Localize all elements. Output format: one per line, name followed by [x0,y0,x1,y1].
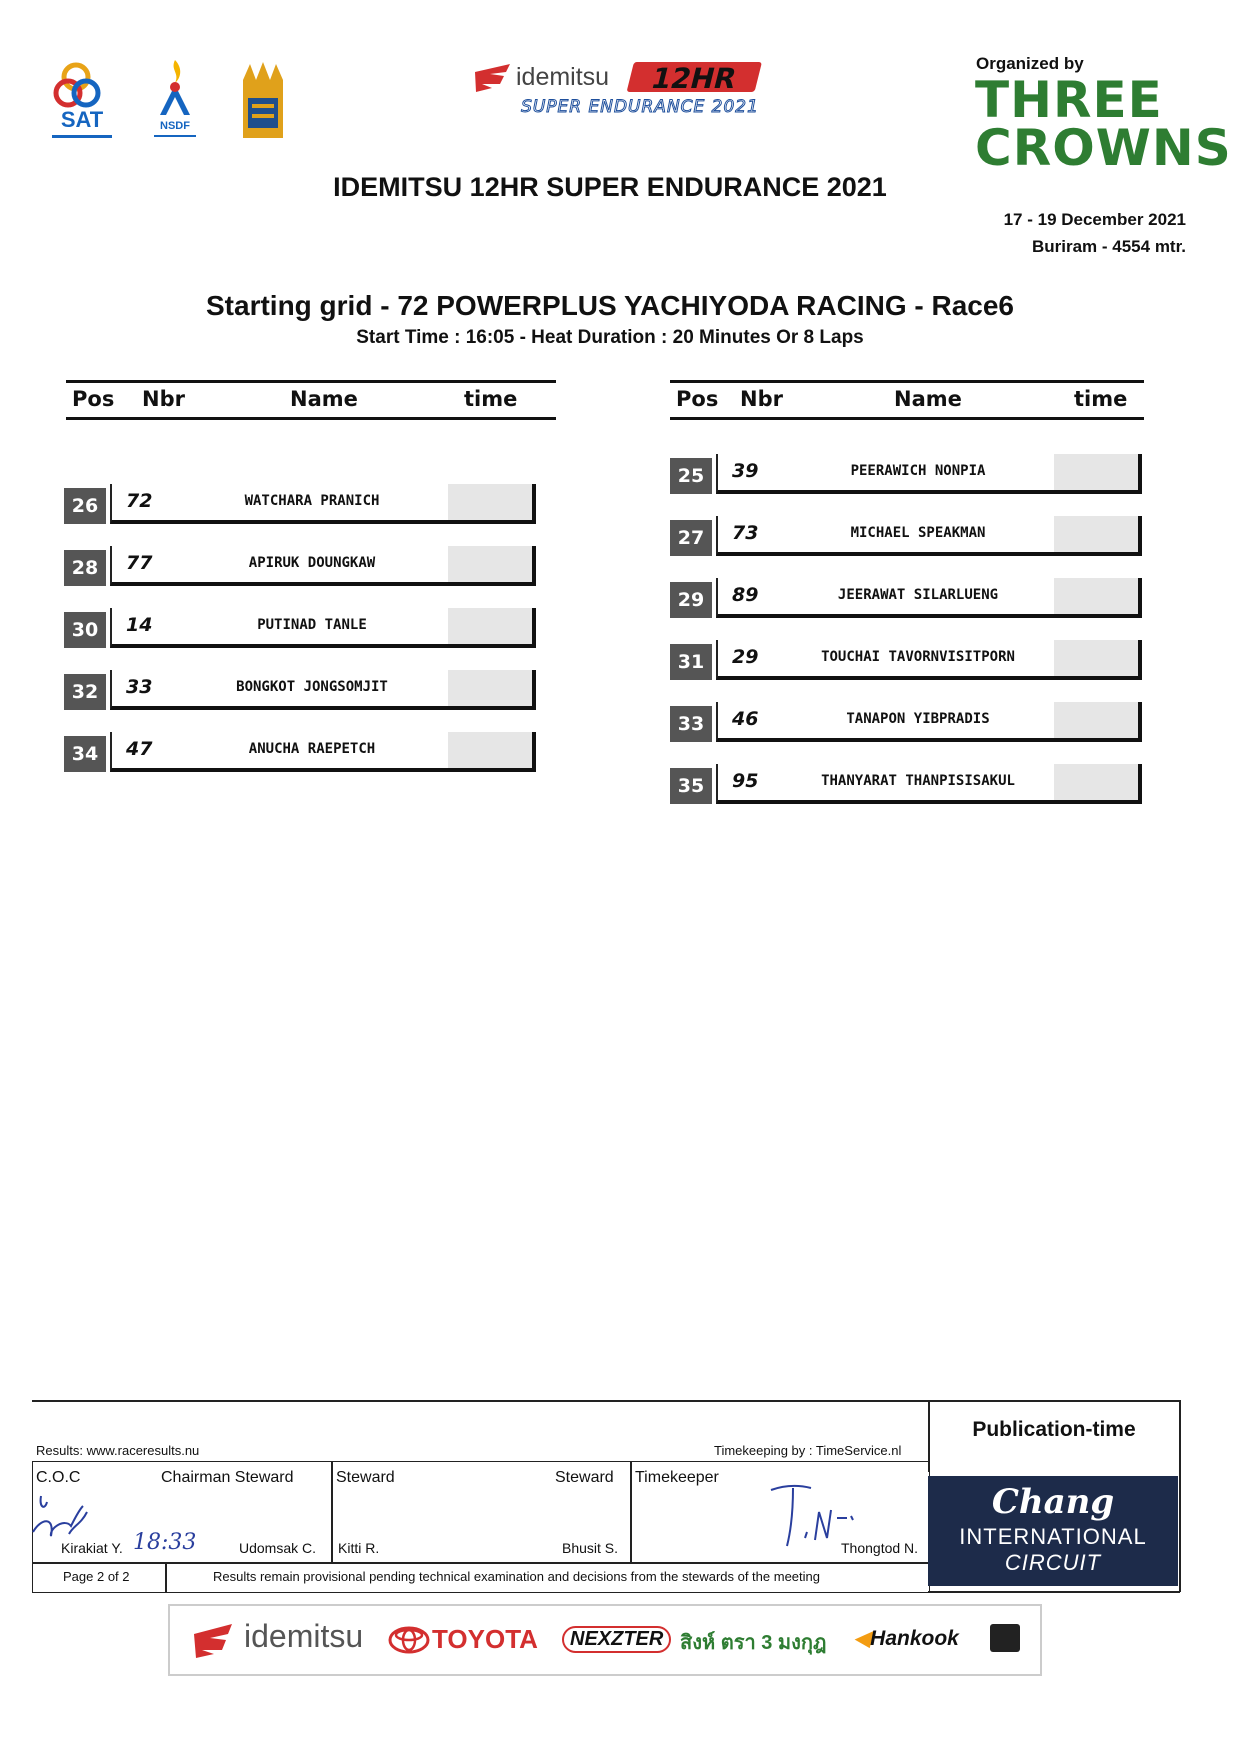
grid-position: 26 [64,488,106,524]
car-number: 47 [126,738,153,760]
grid-position: 30 [64,612,106,648]
chairman-steward-label: Chairman Steward [161,1469,294,1486]
event-logo [470,58,800,118]
hankook-icon: ◀ [854,1627,871,1650]
sponsor-extra-logo [990,1624,1020,1652]
driver-name: WATCHARA PRANICH [244,493,380,509]
coc-label: C.O.C [36,1469,81,1486]
grid-position: 32 [64,674,106,710]
grid-position: 35 [670,768,712,804]
time-cell [1054,764,1138,800]
svg-text:idemitsu: idemitsu [516,63,610,91]
nsdf-logo [140,55,210,145]
shield-logo [238,60,288,142]
grid-subtitle: Start Time : 16:05 - Heat Duration : 20 Minutes Or 8 Laps [356,327,864,348]
timekeeper-label: Timekeeper [635,1469,719,1486]
time-cell [1054,516,1138,552]
car-number: 33 [126,676,153,698]
event-date: 17 - 19 December 2021 [1003,210,1186,229]
idemitsu-icon [190,1620,236,1660]
organizer-name: THREE CROWNS [975,71,1232,177]
grid-entry [64,670,534,712]
footer-right-border [1179,1400,1181,1592]
signature-table [32,1461,930,1593]
driver-name: TOUCHAI TAVORNVISITPORN [821,649,1015,665]
driver-name: BONGKOT JONGSOMJIT [236,679,388,695]
time-cell [448,732,532,768]
header-time: time [1074,387,1128,411]
car-number: 89 [732,584,759,606]
driver-name: APIRUK DOUNGKAW [248,555,376,571]
time-cell [1054,454,1138,490]
driver-name: ANUCHA RAEPETCH [248,741,376,757]
car-number: 72 [126,490,153,512]
car-number: 95 [732,770,759,792]
circuit-logo [928,1476,1178,1586]
car-number: 14 [126,614,153,636]
driver-name: TANAPON YIBPRADIS [846,711,990,727]
coc-signature [21,1488,111,1548]
driver-name: THANYARAT THANPISISAKUL [821,773,1015,789]
steward-label: Steward [336,1469,395,1486]
grid-position: 34 [64,736,106,772]
time-cell [1054,578,1138,614]
car-number: 73 [732,522,759,544]
grid-position: 25 [670,458,712,494]
time-cell [1054,702,1138,738]
grid-position: 29 [670,582,712,618]
header-name: Name [290,387,358,411]
sponsor-idemitsu: idemitsu [244,1618,364,1654]
timekeeping-credit: Timekeeping by : TimeService.nl [714,1443,902,1458]
timekeeper-name: Thongtod N. [841,1540,919,1556]
grid-entry [670,764,1140,806]
toyota-icon [388,1626,430,1654]
grid-entry [670,578,1140,620]
sat-logo [46,55,118,145]
grid-position: 28 [64,550,106,586]
coc-name: Kirakiat Y. [61,1540,123,1556]
grid-entry [670,640,1140,682]
header-pos: Pos [72,387,115,411]
grid-entry [670,702,1140,744]
svg-text:12HR: 12HR [647,62,740,95]
grid-entry [670,516,1140,558]
time-cell [448,608,532,644]
grid-position: 27 [670,520,712,556]
footer-bottom-border [928,1591,1180,1593]
circuit-logo-line2: INTERNATIONAL [959,1524,1147,1549]
sponsor-nexzter: NEXZTER [562,1626,671,1653]
sponsor-toyota: TOYOTA [432,1624,538,1654]
svg-text:SUPER ENDURANCE 2021: SUPER ENDURANCE 2021 [521,97,759,117]
car-number: 77 [126,552,153,574]
sponsor-hankook: ◀Hankook [854,1627,959,1650]
header-nbr: Nbr [142,387,185,411]
time-cell [448,670,532,706]
grid-entry [64,546,534,588]
sponsor-bar [168,1604,1042,1676]
time-cell [448,484,532,520]
grid-header-right [670,380,1144,420]
car-number: 29 [732,646,759,668]
event-title: IDEMITSU 12HR SUPER ENDURANCE 2021 [333,172,887,202]
disclaimer: Results remain provisional pending technical examination and decisions from the stewards of the meeting [213,1569,820,1584]
svg-text:NSDF: NSDF [160,120,190,132]
coc-handwritten-time: 18:33 [133,1530,197,1555]
grid-header-left [66,380,556,420]
publication-time-label: Publication-time [972,1418,1136,1441]
grid-title: Starting grid - 72 POWERPLUS YACHIYODA RACING - Race6 [206,290,1014,321]
grid-entry [670,454,1140,496]
header-pos: Pos [676,387,719,411]
driver-name: MICHAEL SPEAKMAN [850,525,986,541]
time-cell [448,546,532,582]
chairman-steward-name: Udomsak C. [239,1540,317,1556]
results-url: Results: www.raceresults.nu [36,1443,200,1458]
circuit-logo-line3: CIRCUIT [1004,1550,1102,1575]
grid-position: 33 [670,706,712,742]
steward-label: Steward [555,1469,614,1486]
grid-entry [64,732,534,774]
header-name: Name [894,387,962,411]
grid-entry [64,484,534,526]
steward-name: Bhusit S. [562,1540,619,1556]
event-venue: Buriram - 4554 mtr. [1031,237,1186,256]
car-number: 39 [732,460,759,482]
car-number: 46 [732,708,759,730]
circuit-logo-line1: Chang [991,1482,1115,1522]
steward-name: Kitti R. [338,1540,380,1556]
organizer-label: Organized by [976,54,1084,73]
time-cell [1054,640,1138,676]
grid-entry [64,608,534,650]
driver-name: PUTINAD TANLE [257,617,367,633]
sponsor-three-crowns: สิงห์ ตรา 3 มงกุฎ [680,1632,827,1654]
grid-position: 31 [670,644,712,680]
driver-name: PEERAWICH NONPIA [850,463,986,479]
header-nbr: Nbr [740,387,783,411]
header-time: time [464,387,518,411]
driver-name: JEERAWAT SILARLUENG [837,587,999,603]
page-number: Page 2 of 2 [63,1569,130,1584]
svg-text:SAT: SAT [60,107,104,132]
